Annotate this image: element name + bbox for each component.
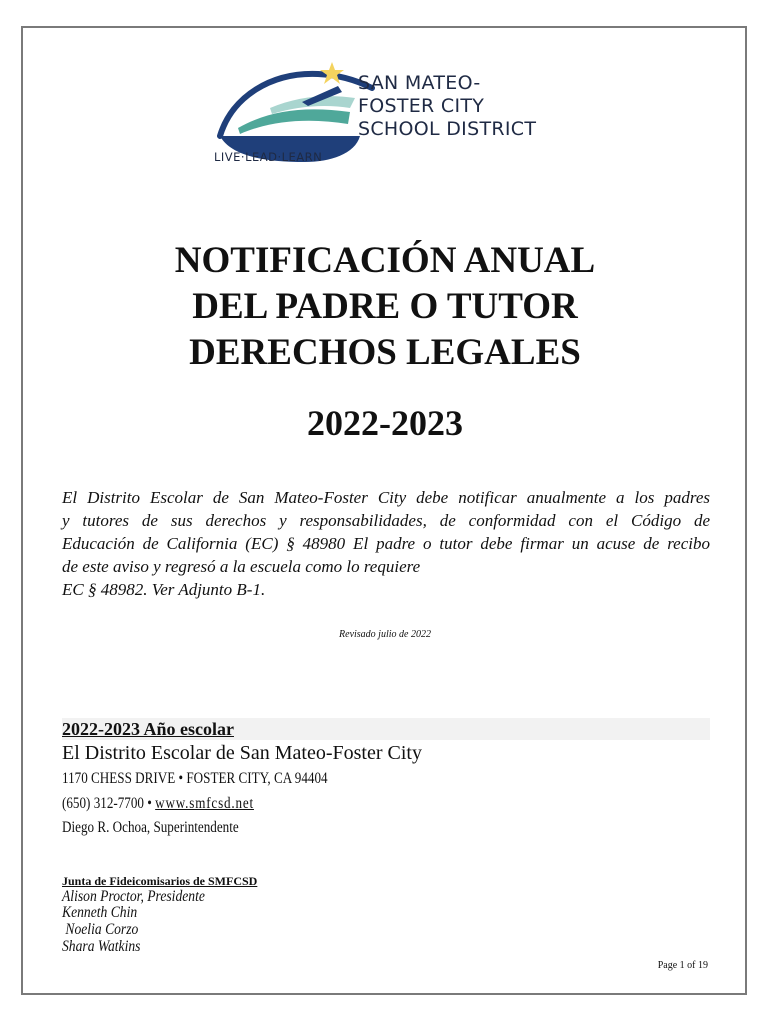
intro-paragraph xyxy=(62,486,710,601)
logo-name-line-3: SCHOOL DISTRICT xyxy=(358,118,537,140)
intro-line-3: Educación de California (EC) § 48980 El padre o tutor debe firmar un acuse de recibo xyxy=(62,534,710,553)
title-line-3: DERECHOS LEGALES xyxy=(189,332,581,373)
document-year: 2022-2023 xyxy=(307,403,463,443)
district-website-link[interactable]: www.smfcsd.net xyxy=(155,795,254,812)
intro-line-2: y tutores de sus derechos y responsabilidades, de conformidad con el Código de xyxy=(62,511,710,530)
board-member: Shara Watkins xyxy=(62,938,141,955)
district-logo-name xyxy=(358,72,536,141)
board-member: Kenneth Chin xyxy=(62,904,138,921)
title-line-1: NOTIFICACIÓN ANUAL xyxy=(174,240,596,281)
intro-line-5: EC § 48982. Ver Adjunto B-1. xyxy=(62,580,266,599)
intro-line-4: de este aviso y regresó a la escuela como lo requiere xyxy=(62,557,421,576)
district-name: El Distrito Escolar de San Mateo-Foster City xyxy=(62,742,422,764)
school-year-heading: 2022-2023 Año escolar xyxy=(62,718,710,740)
intro-line-1: El Distrito Escolar de San Mateo-Foster City debe notificar anualmente a los padres xyxy=(62,488,710,507)
logo-name-line-2: FOSTER CITY xyxy=(358,95,485,117)
board-heading: Junta de Fideicomisarios de SMFCSD xyxy=(62,874,258,888)
document-title xyxy=(0,238,770,376)
board-member: Alison Proctor, Presidente xyxy=(62,888,205,905)
title-line-2: DEL PADRE O TUTOR xyxy=(192,286,578,327)
logo-name-line-1: SAN MATEO- xyxy=(358,72,481,94)
logo-tagline: LIVE·LEAD·LEARN xyxy=(214,150,323,164)
revised-date: Revisado julio de 2022 xyxy=(339,629,431,640)
district-address: 1170 CHESS DRIVE • FOSTER CITY, CA 94404 xyxy=(62,770,328,787)
board-member: Noelia Corzo xyxy=(62,921,139,938)
district-contact xyxy=(62,795,254,813)
superintendent: Diego R. Ochoa, Superintendente xyxy=(62,819,239,836)
page-number: Page 1 of 19 xyxy=(657,960,708,971)
district-phone: (650) 312-7700 • xyxy=(62,795,152,812)
